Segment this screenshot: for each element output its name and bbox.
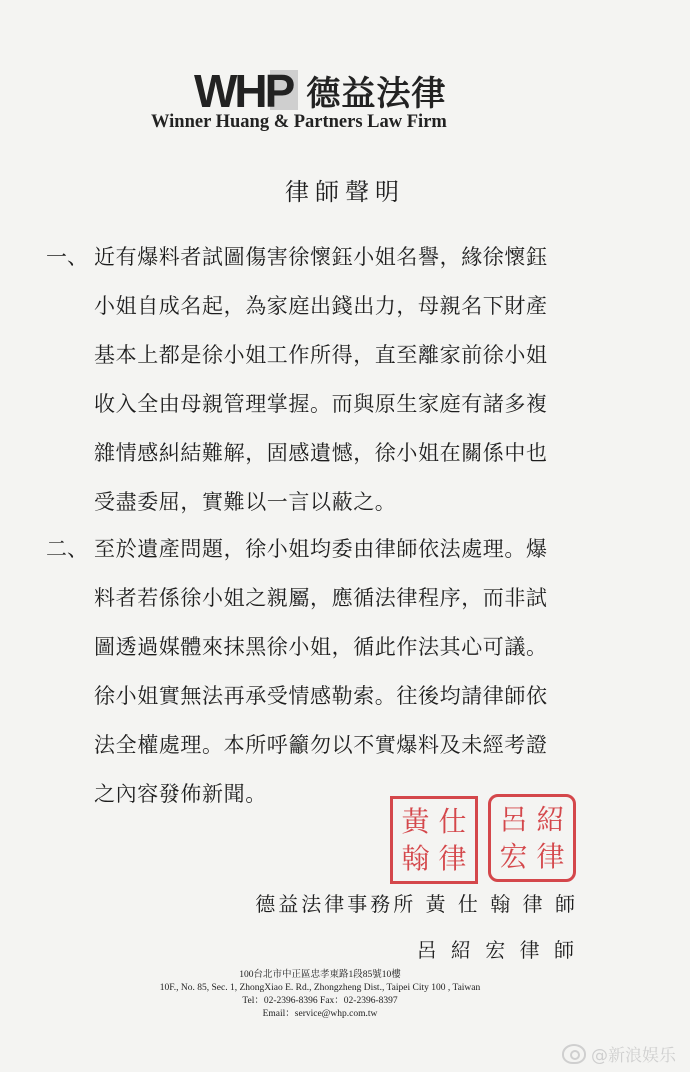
statement-body xyxy=(46,233,606,819)
paragraph-line: 基本上都是徐小姐工作所得，直至離家前徐小姐 xyxy=(94,343,548,367)
seal-stamp-huang xyxy=(390,796,478,884)
weibo-icon xyxy=(562,1044,586,1064)
seal-char: 仕 xyxy=(438,804,467,838)
seal-char: 宏 xyxy=(499,839,528,873)
paragraph-line: 至於遺產問題，徐小姐均委由律師依法處理。爆 xyxy=(94,537,548,561)
phone-fax: Tel：02-2396-8396 Fax：02-2396-8397 xyxy=(242,996,398,1006)
paragraph-line: 雜情感糾結難解，固感遺憾，徐小姐在關係中也 xyxy=(94,441,548,465)
seal-char: 紹 xyxy=(536,802,565,836)
paragraph-number: 二、 xyxy=(46,537,88,561)
paragraph-1 xyxy=(46,233,606,527)
signature-line-2: 呂 紹 宏 律 師 xyxy=(416,938,578,962)
firm-name-en: Winner Huang & Partners Law Firm xyxy=(151,112,447,132)
seal-char: 律 xyxy=(536,839,565,873)
watermark xyxy=(562,1041,676,1066)
seal-char: 呂 xyxy=(499,802,528,836)
paragraph-line: 法全權處理。本所呼籲勿以不實爆料及未經考證 xyxy=(94,733,548,757)
paragraph-line: 料者若係徐小姐之親屬，應循法律程序，而非試 xyxy=(94,586,548,610)
email: Email：service@whp.com.tw xyxy=(262,1009,378,1019)
letterhead-logo xyxy=(194,66,446,115)
paragraph-line: 近有爆料者試圖傷害徐懷鈺小姐名譽，緣徐懷鈺 xyxy=(94,245,548,269)
seal-char: 律 xyxy=(438,841,467,875)
paragraph-number: 一、 xyxy=(46,245,88,269)
seal-stamp-lu xyxy=(488,794,576,882)
address-cn: 100台北市中正區忠孝東路1段85號10樓 xyxy=(239,970,401,980)
signature-line-1: 德益法律事務所 黃 仕 翰 律 師 xyxy=(255,892,578,916)
firm-name-cn: 德益法律 xyxy=(306,74,447,114)
paragraph-line: 之內容發佈新聞。 xyxy=(94,782,267,806)
paragraph-line: 小姐自成名起，為家庭出錢出力，母親名下財產 xyxy=(94,294,548,318)
paragraph-line: 徐小姐實無法再承受情感勒索。往後均請律師依 xyxy=(94,684,548,708)
paragraph-line: 受盡委屈，實難以一言以蔽之。 xyxy=(94,490,397,514)
paragraph-line: 圖透過媒體來抹黑徐小姐，循此作法其心可議。 xyxy=(94,635,548,659)
seal-char: 翰 xyxy=(401,841,430,875)
address-en: 10F., No. 85, Sec. 1, ZhongXiao E. Rd., Zhongzheng Dist., Taipei City 100 , Taiwan xyxy=(159,983,481,993)
paragraph-line: 收入全由母親管理掌握。而與原生家庭有諸多複 xyxy=(94,392,548,416)
watermark-text: @新浪娱乐 xyxy=(591,1046,676,1066)
letterhead-footer xyxy=(130,969,510,1021)
paragraph-2 xyxy=(46,525,606,819)
document-title: 律師聲明 xyxy=(285,178,405,206)
whp-logo-mark: WHP xyxy=(194,68,292,114)
seal-char: 黃 xyxy=(401,804,430,838)
